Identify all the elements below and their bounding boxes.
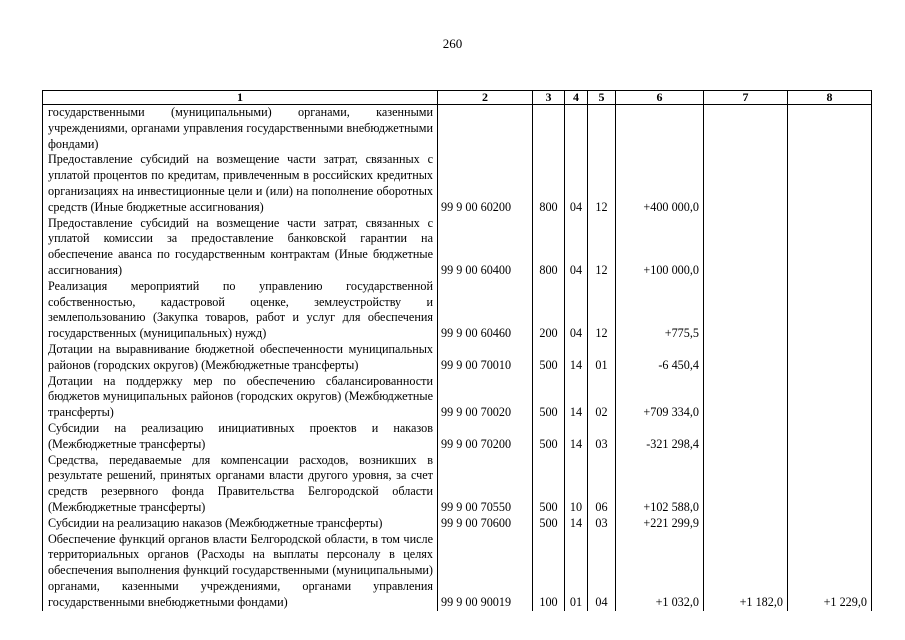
row-description: государственными (муниципальными) органами, казенными учреждениями, органами управления государственными внебюджетными фондами) xyxy=(43,105,438,153)
row-budget-code: 99 9 00 70550 xyxy=(438,453,533,516)
table-header-row xyxy=(43,91,872,105)
row-amount-col8 xyxy=(788,342,872,374)
table-row xyxy=(43,216,872,279)
table-row xyxy=(43,279,872,342)
table-body xyxy=(43,105,872,611)
row-budget-code: 99 9 00 70600 xyxy=(438,516,533,532)
row-expense-type: 500 xyxy=(533,421,565,453)
row-section: 04 xyxy=(565,279,588,342)
row-description: Предоставление субсидий на возмещение части затрат, связанных с уплатой процентов по кредитам, привлеченным в российских кредитных организациях на инвестиционные цели и (или) на пополнение оборотных средств (Иные бюджетные ассигнования) xyxy=(43,152,438,215)
row-section: 10 xyxy=(565,453,588,516)
budget-table xyxy=(42,90,872,611)
page-number: 260 xyxy=(442,36,463,51)
row-budget-code: 99 9 00 90019 xyxy=(438,532,533,611)
row-expense-type: 800 xyxy=(533,152,565,215)
row-subsection: 04 xyxy=(588,532,616,611)
table-row xyxy=(43,421,872,453)
row-expense-type: 500 xyxy=(533,342,565,374)
row-amount-col8 xyxy=(788,152,872,215)
row-amount-col8: +1 229,0 xyxy=(788,532,872,611)
table-row xyxy=(43,516,872,532)
row-amount-col8 xyxy=(788,516,872,532)
row-amount-col7 xyxy=(704,421,788,453)
row-amount-col8 xyxy=(788,421,872,453)
row-description: Реализация мероприятий по управлению государственной собственностью, кадастровой оценке, землеустройству и землепользованию (Закупка товаров, работ и услуг для обеспечения государственных (муниципальных) нужд) xyxy=(43,279,438,342)
header-col-4: 4 xyxy=(565,91,588,105)
row-budget-code: 99 9 00 60200 xyxy=(438,152,533,215)
row-description: Средства, передаваемые для компенсации расходов, возникших в результате решений, принятых органами власти другого уровня, за счет средств резервного фонда Правительства Белгородской области (Межбюджетные трансферты) xyxy=(43,453,438,516)
header-col-1: 1 xyxy=(43,91,438,105)
row-subsection: 02 xyxy=(588,374,616,421)
row-amount-col6: +400 000,0 xyxy=(616,152,704,215)
row-subsection: 12 xyxy=(588,152,616,215)
row-amount-col6: +1 032,0 xyxy=(616,532,704,611)
table-row xyxy=(43,152,872,215)
row-amount-col7 xyxy=(704,216,788,279)
header-col-8: 8 xyxy=(788,91,872,105)
header-col-2: 2 xyxy=(438,91,533,105)
row-amount-col8 xyxy=(788,453,872,516)
row-section: 01 xyxy=(565,532,588,611)
row-section: 14 xyxy=(565,342,588,374)
row-budget-code: 99 9 00 70020 xyxy=(438,374,533,421)
table-row xyxy=(43,374,872,421)
row-amount-col7 xyxy=(704,516,788,532)
row-amount-col7 xyxy=(704,342,788,374)
row-budget-code: 99 9 00 60400 xyxy=(438,216,533,279)
row-amount-col6: +775,5 xyxy=(616,279,704,342)
row-amount-col7 xyxy=(704,152,788,215)
row-amount-col7 xyxy=(704,279,788,342)
row-subsection: 12 xyxy=(588,216,616,279)
header-col-5: 5 xyxy=(588,91,616,105)
header-col-3: 3 xyxy=(533,91,565,105)
table-row xyxy=(43,105,872,153)
row-description: Субсидии на реализацию наказов (Межбюджетные трансферты) xyxy=(43,516,438,532)
row-subsection: 12 xyxy=(588,279,616,342)
row-section: 04 xyxy=(565,152,588,215)
row-section: 14 xyxy=(565,516,588,532)
row-subsection: 06 xyxy=(588,453,616,516)
row-expense-type xyxy=(533,105,565,153)
row-section: 14 xyxy=(565,374,588,421)
header-col-6: 6 xyxy=(616,91,704,105)
header-col-7: 7 xyxy=(704,91,788,105)
row-expense-type: 200 xyxy=(533,279,565,342)
table-row xyxy=(43,342,872,374)
row-budget-code xyxy=(438,105,533,153)
row-description: Предоставление субсидий на возмещение части затрат, связанных с уплатой комиссии за предоставление банковской гарантии на обеспечение аванса по государственным контрактам (Иные бюджетные ассигнования) xyxy=(43,216,438,279)
table-row xyxy=(43,532,872,611)
row-expense-type: 500 xyxy=(533,516,565,532)
row-description: Дотации на выравнивание бюджетной обеспеченности муниципальных районов (городских округов) (Межбюджетные трансферты) xyxy=(43,342,438,374)
row-amount-col6: +221 299,9 xyxy=(616,516,704,532)
row-expense-type: 500 xyxy=(533,453,565,516)
table-row xyxy=(43,453,872,516)
row-section: 04 xyxy=(565,216,588,279)
row-expense-type: 800 xyxy=(533,216,565,279)
row-section: 14 xyxy=(565,421,588,453)
row-subsection: 03 xyxy=(588,516,616,532)
row-amount-col8 xyxy=(788,105,872,153)
row-amount-col7 xyxy=(704,374,788,421)
row-budget-code: 99 9 00 70010 xyxy=(438,342,533,374)
row-budget-code: 99 9 00 60460 xyxy=(438,279,533,342)
row-expense-type: 100 xyxy=(533,532,565,611)
row-description: Субсидии на реализацию инициативных проектов и наказов (Межбюджетные трансферты) xyxy=(43,421,438,453)
row-amount-col6: -6 450,4 xyxy=(616,342,704,374)
row-amount-col6: -321 298,4 xyxy=(616,421,704,453)
row-amount-col6: +102 588,0 xyxy=(616,453,704,516)
row-expense-type: 500 xyxy=(533,374,565,421)
row-amount-col6: +709 334,0 xyxy=(616,374,704,421)
row-section xyxy=(565,105,588,153)
row-description: Обеспечение функций органов власти Белгородской области, в том числе территориальных органов (Расходы на выплаты персоналу в целях обеспечения выполнения функций государственными (муниципальными) органами, казенными учреждениями, органами управления государственными внебюджетными фондами) xyxy=(43,532,438,611)
row-subsection: 03 xyxy=(588,421,616,453)
row-amount-col8 xyxy=(788,216,872,279)
row-amount-col7 xyxy=(704,105,788,153)
row-amount-col6 xyxy=(616,105,704,153)
row-amount-col7: +1 182,0 xyxy=(704,532,788,611)
row-subsection: 01 xyxy=(588,342,616,374)
row-amount-col8 xyxy=(788,374,872,421)
row-amount-col7 xyxy=(704,453,788,516)
row-subsection xyxy=(588,105,616,153)
row-amount-col6: +100 000,0 xyxy=(616,216,704,279)
row-description: Дотации на поддержку мер по обеспечению сбалансированности бюджетов муниципальных районов (городских округов) (Межбюджетные трансферты) xyxy=(43,374,438,421)
row-amount-col8 xyxy=(788,279,872,342)
row-budget-code: 99 9 00 70200 xyxy=(438,421,533,453)
